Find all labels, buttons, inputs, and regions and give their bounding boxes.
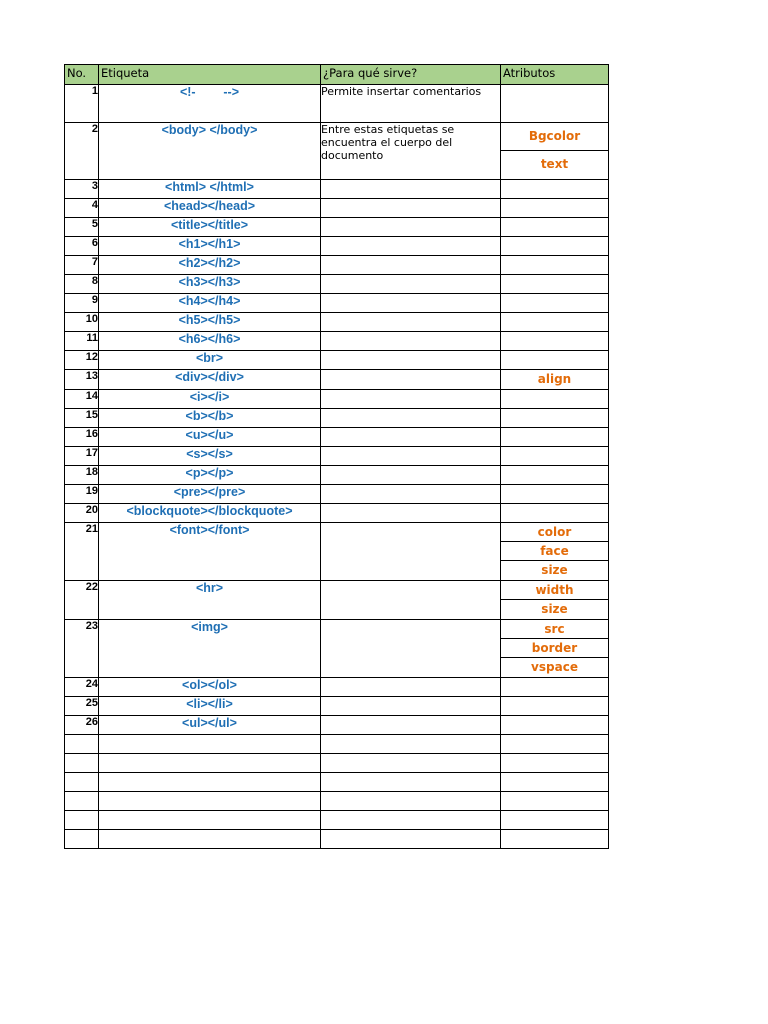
tag-cell: <pre></pre> xyxy=(99,485,321,504)
purpose-cell xyxy=(321,735,501,754)
tag-cell: <div></div> xyxy=(99,370,321,390)
attributes-cell xyxy=(501,754,609,773)
row-number: 25 xyxy=(65,697,99,716)
attributes-cell xyxy=(501,620,609,678)
table-row xyxy=(65,678,609,697)
row-number xyxy=(65,792,99,811)
tag-cell: <h2></h2> xyxy=(99,256,321,275)
table-row xyxy=(65,409,609,428)
purpose-cell: Entre estas etiquetas se encuentra el cuerpo del documento xyxy=(321,123,501,180)
row-number: 18 xyxy=(65,466,99,485)
row-number: 23 xyxy=(65,620,99,678)
table-row xyxy=(65,754,609,773)
tag-cell xyxy=(99,792,321,811)
attributes-cell xyxy=(501,716,609,735)
tag-cell: <ul></ul> xyxy=(99,716,321,735)
row-number: 5 xyxy=(65,218,99,237)
attribute-item: src xyxy=(501,620,608,639)
tag-cell: <title></title> xyxy=(99,218,321,237)
attribute-item: border xyxy=(501,639,608,658)
purpose-cell xyxy=(321,390,501,409)
tag-cell: <h4></h4> xyxy=(99,294,321,313)
tag-cell xyxy=(99,811,321,830)
row-number: 3 xyxy=(65,180,99,199)
table-row xyxy=(65,428,609,447)
attributes-cell xyxy=(501,370,609,390)
table-row xyxy=(65,332,609,351)
row-number xyxy=(65,735,99,754)
html-tags-table xyxy=(64,64,609,849)
purpose-cell xyxy=(321,811,501,830)
row-number: 22 xyxy=(65,581,99,620)
table-row xyxy=(65,199,609,218)
attributes-cell xyxy=(501,428,609,447)
attribute-item: width xyxy=(501,581,608,600)
row-number: 24 xyxy=(65,678,99,697)
attribute-item: align xyxy=(537,372,572,386)
tag-cell: <img> xyxy=(99,620,321,678)
attributes-cell xyxy=(501,697,609,716)
attributes-cell xyxy=(501,256,609,275)
tag-cell: <h3></h3> xyxy=(99,275,321,294)
purpose-cell xyxy=(321,332,501,351)
row-number xyxy=(65,773,99,792)
tag-cell: <b></b> xyxy=(99,409,321,428)
attributes-cell xyxy=(501,811,609,830)
purpose-cell xyxy=(321,313,501,332)
row-number: 12 xyxy=(65,351,99,370)
purpose-cell xyxy=(321,237,501,256)
tag-cell: <ol></ol> xyxy=(99,678,321,697)
table-row xyxy=(65,620,609,678)
row-number: 15 xyxy=(65,409,99,428)
purpose-cell xyxy=(321,275,501,294)
attributes-cell xyxy=(501,447,609,466)
attributes-cell xyxy=(501,504,609,523)
row-number: 13 xyxy=(65,370,99,390)
tag-cell: <body> </body> xyxy=(99,123,321,180)
attributes-cell xyxy=(501,792,609,811)
purpose-cell xyxy=(321,428,501,447)
attributes-cell xyxy=(501,485,609,504)
table-row xyxy=(65,581,609,620)
table-row xyxy=(65,370,609,390)
tag-cell: <h6></h6> xyxy=(99,332,321,351)
attributes-cell xyxy=(501,332,609,351)
purpose-cell: Permite insertar comentarios xyxy=(321,85,501,123)
tag-cell: <head></head> xyxy=(99,199,321,218)
row-number xyxy=(65,830,99,849)
attributes-cell xyxy=(501,199,609,218)
attributes-cell xyxy=(501,830,609,849)
table-row xyxy=(65,811,609,830)
table-row xyxy=(65,716,609,735)
row-number: 16 xyxy=(65,428,99,447)
purpose-cell xyxy=(321,504,501,523)
table-row xyxy=(65,313,609,332)
tag-cell: <blockquote></blockquote> xyxy=(99,504,321,523)
row-number: 20 xyxy=(65,504,99,523)
attributes-cell xyxy=(501,351,609,370)
row-number: 9 xyxy=(65,294,99,313)
attributes-cell xyxy=(501,678,609,697)
attributes-cell xyxy=(501,85,609,123)
attributes-cell xyxy=(501,735,609,754)
attributes-cell xyxy=(501,466,609,485)
row-number: 19 xyxy=(65,485,99,504)
purpose-cell xyxy=(321,466,501,485)
attributes-cell xyxy=(501,773,609,792)
table-row xyxy=(65,697,609,716)
purpose-cell xyxy=(321,792,501,811)
purpose-cell xyxy=(321,485,501,504)
table-row xyxy=(65,792,609,811)
table-row xyxy=(65,504,609,523)
purpose-cell xyxy=(321,773,501,792)
attributes-cell xyxy=(501,237,609,256)
attributes-cell xyxy=(501,409,609,428)
tag-cell xyxy=(99,754,321,773)
purpose-cell xyxy=(321,830,501,849)
attributes-cell xyxy=(501,581,609,620)
table-row xyxy=(65,237,609,256)
table-row xyxy=(65,294,609,313)
purpose-cell xyxy=(321,180,501,199)
row-number: 26 xyxy=(65,716,99,735)
table-row xyxy=(65,275,609,294)
tag-cell: <i></i> xyxy=(99,390,321,409)
table-row xyxy=(65,773,609,792)
attributes-cell xyxy=(501,218,609,237)
purpose-cell xyxy=(321,678,501,697)
row-number: 2 xyxy=(65,123,99,180)
purpose-cell xyxy=(321,370,501,390)
table-row xyxy=(65,466,609,485)
table-row xyxy=(65,180,609,199)
header-use: ¿Para qué sirve? xyxy=(321,65,501,85)
table-row xyxy=(65,85,609,123)
table-row xyxy=(65,485,609,504)
header-tag: Etiqueta xyxy=(99,65,321,85)
table-row xyxy=(65,735,609,754)
tag-cell: <s></s> xyxy=(99,447,321,466)
tag-cell: <h5></h5> xyxy=(99,313,321,332)
row-number: 6 xyxy=(65,237,99,256)
purpose-cell xyxy=(321,523,501,581)
row-number: 14 xyxy=(65,390,99,409)
row-number: 11 xyxy=(65,332,99,351)
table-row xyxy=(65,351,609,370)
table-row xyxy=(65,123,609,180)
header-attrs: Atributos xyxy=(501,65,609,85)
row-number: 1 xyxy=(65,85,99,123)
purpose-cell xyxy=(321,351,501,370)
purpose-cell xyxy=(321,294,501,313)
attribute-item: color xyxy=(501,523,608,542)
row-number xyxy=(65,754,99,773)
table-row xyxy=(65,390,609,409)
row-number: 7 xyxy=(65,256,99,275)
table-row xyxy=(65,256,609,275)
attributes-cell xyxy=(501,123,609,180)
header-row xyxy=(65,65,609,85)
attribute-item: face xyxy=(501,542,608,561)
header-no: No. xyxy=(65,65,99,85)
attributes-cell xyxy=(501,294,609,313)
attributes-cell xyxy=(501,180,609,199)
row-number: 4 xyxy=(65,199,99,218)
tag-cell: <p></p> xyxy=(99,466,321,485)
tag-cell xyxy=(99,830,321,849)
purpose-cell xyxy=(321,716,501,735)
row-number: 8 xyxy=(65,275,99,294)
table-row xyxy=(65,523,609,581)
tag-cell: <font></font> xyxy=(99,523,321,581)
purpose-cell xyxy=(321,256,501,275)
purpose-cell xyxy=(321,218,501,237)
tag-cell: <html> </html> xyxy=(99,180,321,199)
attributes-cell xyxy=(501,523,609,581)
attribute-item: vspace xyxy=(531,660,578,674)
row-number: 17 xyxy=(65,447,99,466)
tag-cell: <!- --> xyxy=(99,85,321,123)
purpose-cell xyxy=(321,581,501,620)
tag-cell: <hr> xyxy=(99,581,321,620)
attribute-item: Bgcolor xyxy=(501,123,608,151)
table-row xyxy=(65,447,609,466)
purpose-cell xyxy=(321,199,501,218)
attributes-cell xyxy=(501,275,609,294)
row-number xyxy=(65,811,99,830)
purpose-cell xyxy=(321,409,501,428)
tag-cell: <h1></h1> xyxy=(99,237,321,256)
purpose-cell xyxy=(321,447,501,466)
purpose-cell xyxy=(321,754,501,773)
row-number: 10 xyxy=(65,313,99,332)
attribute-item: size xyxy=(541,602,568,616)
tag-cell xyxy=(99,773,321,792)
tag-cell xyxy=(99,735,321,754)
tag-cell: <li></li> xyxy=(99,697,321,716)
row-number: 21 xyxy=(65,523,99,581)
purpose-cell xyxy=(321,620,501,678)
purpose-cell xyxy=(321,697,501,716)
tag-cell: <br> xyxy=(99,351,321,370)
attributes-cell xyxy=(501,313,609,332)
attribute-item: text xyxy=(540,157,569,171)
table-row xyxy=(65,830,609,849)
attribute-item: size xyxy=(541,563,568,577)
table-row xyxy=(65,218,609,237)
attributes-cell xyxy=(501,390,609,409)
tag-cell: <u></u> xyxy=(99,428,321,447)
